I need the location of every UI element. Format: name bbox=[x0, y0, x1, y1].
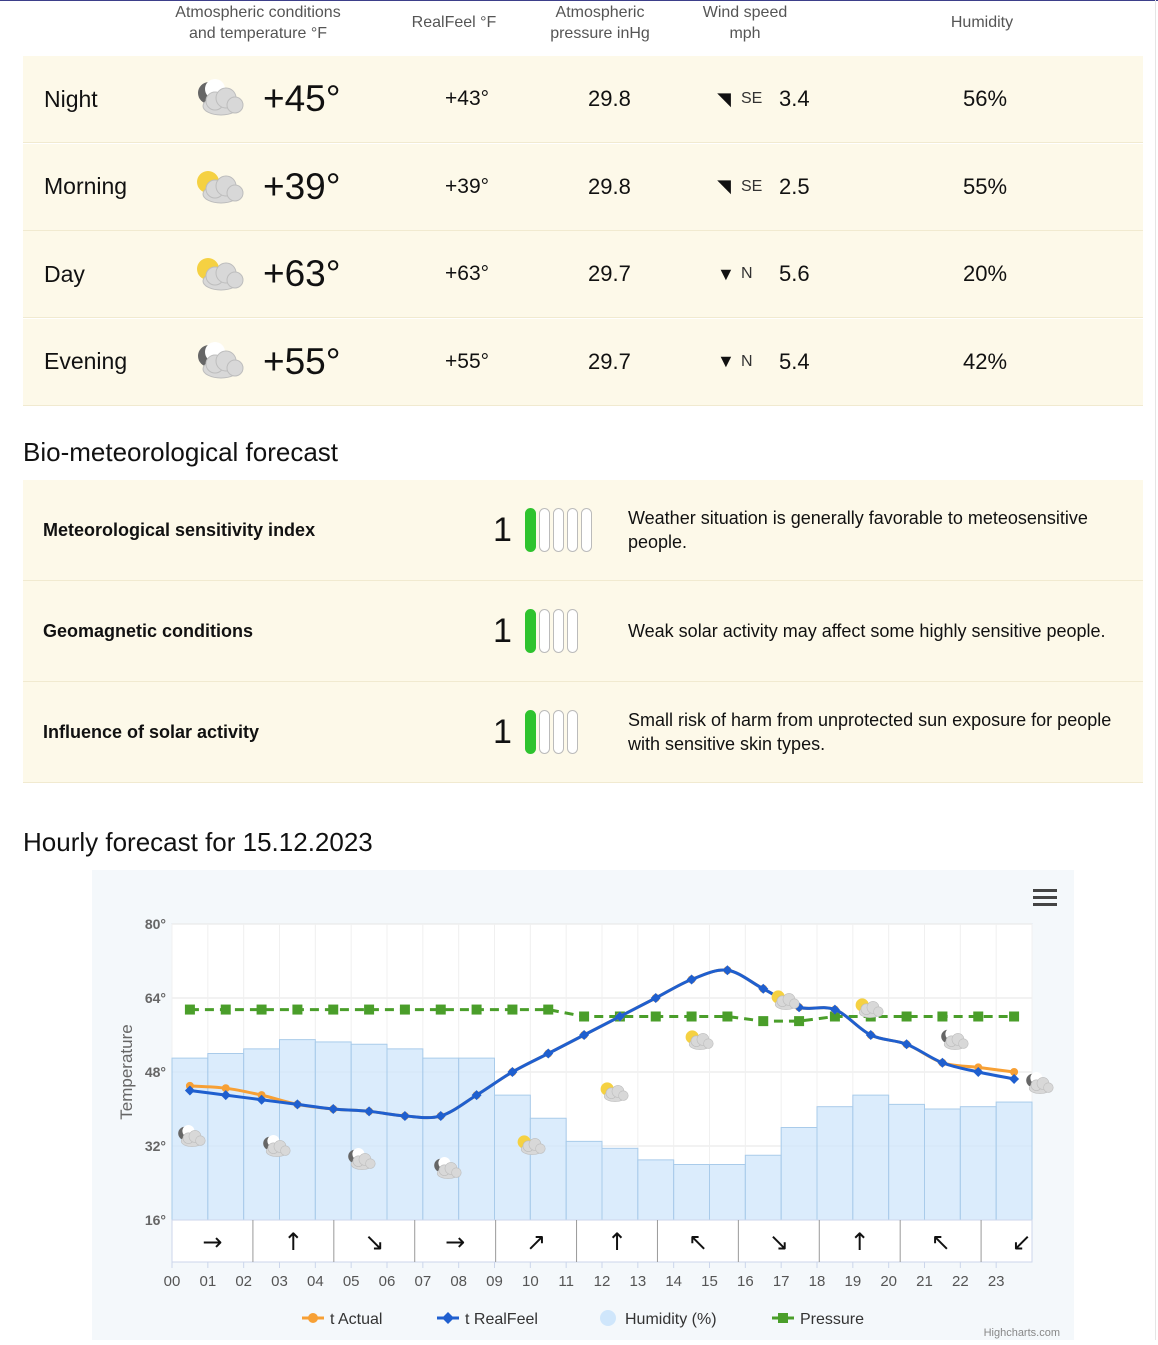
x-tick-label: 19 bbox=[844, 1273, 862, 1290]
humidity-bar bbox=[925, 1109, 961, 1220]
hourly-title: Hourly forecast for 15.12.2023 bbox=[23, 827, 373, 857]
period-pressure: 29.7 bbox=[588, 348, 631, 374]
period-row bbox=[23, 144, 1143, 231]
period-wind-dir: ▼ N bbox=[717, 263, 753, 284]
sun-cloud-icon bbox=[191, 144, 251, 230]
period-temp: +55° bbox=[263, 340, 341, 382]
header-wind: Wind speed mph bbox=[702, 4, 788, 42]
pressure-point bbox=[651, 1012, 661, 1022]
legend-label: t RealFeel bbox=[465, 1311, 538, 1328]
bio-description: Small risk of harm from unprotected sun exposure for people with sensitive skin types. bbox=[628, 710, 1112, 754]
wind-arrow-icon: ↑ bbox=[606, 1228, 628, 1256]
pressure-point bbox=[328, 1005, 338, 1015]
legend-marker bbox=[442, 1312, 454, 1324]
humidity-bar bbox=[674, 1165, 710, 1221]
x-tick-label: 22 bbox=[951, 1273, 969, 1290]
pressure-point bbox=[973, 1012, 983, 1022]
humidity-bar bbox=[208, 1054, 244, 1221]
header-conditions: Atmospheric conditions and temperature °F bbox=[175, 4, 341, 42]
sun-cloud-icon bbox=[191, 231, 251, 317]
x-tick-label: 11 bbox=[558, 1273, 574, 1290]
period-row bbox=[23, 56, 1143, 143]
bio-row bbox=[23, 581, 1143, 682]
wind-arrow-icon: ↗ bbox=[526, 1228, 547, 1256]
period-name: Day bbox=[44, 260, 85, 287]
legend-marker bbox=[778, 1313, 788, 1323]
wind-arrow-icon: ↖ bbox=[930, 1228, 951, 1256]
hourly-chart-svg bbox=[92, 870, 1074, 1340]
bio-label: Geomagnetic conditions bbox=[43, 620, 254, 641]
period-name: Morning bbox=[44, 173, 128, 199]
wind-arrow-icon: ↖ bbox=[687, 1228, 708, 1256]
x-tick-label: 14 bbox=[665, 1273, 683, 1290]
wind-arrow-icon: → bbox=[202, 1228, 223, 1256]
humidity-bar bbox=[459, 1058, 495, 1220]
moon-cloud-icon bbox=[191, 56, 251, 142]
chart-menu-button[interactable] bbox=[1033, 889, 1057, 906]
moon-cloud-icon bbox=[191, 319, 251, 405]
pressure-point bbox=[507, 1005, 517, 1015]
level-bar bbox=[539, 609, 550, 653]
period-humidity: 55% bbox=[963, 173, 1008, 199]
pressure-point bbox=[185, 1005, 195, 1015]
pressure-point bbox=[937, 1012, 947, 1022]
level-bar bbox=[525, 710, 536, 754]
menu-icon-bar bbox=[1033, 889, 1057, 892]
x-tick-label: 06 bbox=[378, 1273, 396, 1290]
humidity-bar bbox=[996, 1102, 1032, 1220]
period-name: Night bbox=[44, 85, 98, 112]
pressure-point bbox=[472, 1005, 482, 1015]
x-tick-label: 12 bbox=[593, 1273, 611, 1290]
menu-icon-bar bbox=[1033, 903, 1057, 906]
pressure-point bbox=[221, 1005, 231, 1015]
pressure-point bbox=[722, 1012, 732, 1022]
pressure-point bbox=[758, 1016, 768, 1026]
bio-value: 1 bbox=[493, 510, 512, 549]
humidity-bar bbox=[853, 1095, 889, 1220]
wind-arrow-icon: → bbox=[445, 1228, 466, 1256]
wind-arrow-icon: ↙ bbox=[1011, 1228, 1032, 1256]
y-axis-label: Temperature bbox=[117, 1024, 136, 1120]
period-wind-speed: 5.6 bbox=[779, 261, 810, 286]
period-humidity: 20% bbox=[963, 261, 1008, 286]
wind-arrow-icon: ↑ bbox=[283, 1228, 304, 1256]
humidity-bar bbox=[423, 1058, 459, 1220]
pressure-point bbox=[543, 1005, 553, 1015]
level-bar bbox=[539, 710, 550, 754]
period-realfeel: +63° bbox=[445, 262, 490, 285]
humidity-bar bbox=[315, 1042, 351, 1220]
header-pressure: Atmospheric pressure inHg bbox=[550, 4, 650, 42]
bio-level-bars bbox=[525, 609, 578, 653]
humidity-bar bbox=[280, 1040, 316, 1220]
period-humidity: 42% bbox=[963, 348, 1008, 374]
period-temp: +39° bbox=[263, 165, 341, 207]
level-bar bbox=[525, 508, 536, 552]
pressure-point bbox=[257, 1005, 267, 1015]
pressure-point bbox=[902, 1012, 912, 1022]
y-tick-label: 16° bbox=[144, 1212, 166, 1228]
bio-row bbox=[23, 682, 1143, 783]
x-tick-label: 21 bbox=[916, 1273, 933, 1290]
pressure-point bbox=[1009, 1012, 1019, 1022]
level-bar bbox=[567, 508, 578, 552]
bio-label: Meteorological sensitivity index bbox=[43, 519, 316, 540]
pressure-point bbox=[579, 1012, 589, 1022]
wind-arrow-icon: ↘ bbox=[364, 1228, 385, 1256]
wind-arrow-icon: ◥ bbox=[717, 88, 731, 109]
period-wind-dir: ▼ N bbox=[717, 351, 753, 371]
wind-arrow-icon: ↘ bbox=[768, 1228, 789, 1256]
x-tick-label: 00 bbox=[163, 1273, 181, 1290]
period-wind-speed: 2.5 bbox=[779, 173, 810, 199]
y-tick-label: 64° bbox=[144, 990, 166, 1006]
x-tick-label: 16 bbox=[736, 1273, 754, 1290]
x-tick-label: 18 bbox=[808, 1273, 826, 1290]
legend-marker bbox=[600, 1310, 616, 1326]
level-bar bbox=[539, 508, 550, 552]
humidity-bar bbox=[566, 1141, 602, 1220]
level-bar bbox=[567, 710, 578, 754]
period-pressure: 29.7 bbox=[588, 261, 631, 286]
humidity-bar bbox=[745, 1155, 781, 1220]
x-tick-label: 03 bbox=[271, 1273, 288, 1290]
wind-arrow-icon: ▼ bbox=[717, 263, 735, 284]
level-bar bbox=[581, 508, 592, 552]
x-tick-label: 07 bbox=[414, 1273, 432, 1290]
humidity-bar bbox=[781, 1128, 817, 1221]
pressure-point bbox=[364, 1005, 374, 1015]
level-bar bbox=[525, 609, 536, 653]
period-humidity: 56% bbox=[963, 86, 1008, 111]
hourly-chart bbox=[92, 870, 1074, 1340]
humidity-bar bbox=[960, 1107, 996, 1220]
pressure-point bbox=[292, 1005, 302, 1015]
period-wind-dir: ◥ SE bbox=[717, 176, 763, 196]
period-wind-speed: 3.4 bbox=[779, 86, 810, 111]
bio-label: Influence of solar activity bbox=[43, 721, 260, 742]
level-bar bbox=[553, 710, 564, 754]
x-tick-label: 04 bbox=[306, 1273, 324, 1290]
humidity-bar bbox=[602, 1148, 638, 1220]
x-tick-label: 23 bbox=[987, 1273, 1005, 1290]
level-bar bbox=[567, 609, 578, 653]
x-tick-label: 08 bbox=[450, 1273, 468, 1290]
top-border bbox=[0, 0, 1158, 1]
period-realfeel: +43° bbox=[445, 87, 490, 110]
pressure-point bbox=[400, 1005, 410, 1015]
period-pressure: 29.8 bbox=[588, 173, 631, 199]
bio-value: 1 bbox=[493, 712, 512, 751]
period-realfeel: +55° bbox=[445, 349, 490, 373]
header-humidity: Humidity bbox=[950, 14, 1014, 31]
humidity-bar bbox=[638, 1160, 674, 1220]
menu-icon-bar bbox=[1033, 896, 1057, 899]
x-tick-label: 15 bbox=[701, 1273, 718, 1290]
wind-arrow-icon: ▼ bbox=[717, 351, 735, 371]
period-temp: +45° bbox=[263, 78, 341, 119]
bio-level-bars bbox=[525, 508, 592, 552]
wind-arrow-icon: ↑ bbox=[849, 1228, 870, 1256]
moon-cloud-icon bbox=[1026, 1072, 1053, 1094]
bio-value: 1 bbox=[493, 611, 512, 650]
humidity-bar bbox=[530, 1118, 566, 1220]
humidity-bar bbox=[244, 1049, 280, 1220]
period-name: Evening bbox=[44, 348, 128, 374]
period-wind-dir: ◥ SE bbox=[717, 88, 763, 109]
humidity-bar bbox=[387, 1049, 423, 1220]
x-tick-label: 09 bbox=[486, 1273, 503, 1290]
period-temp: +63° bbox=[263, 253, 341, 294]
humidity-bar bbox=[495, 1095, 531, 1220]
period-wind-speed: 5.4 bbox=[779, 348, 810, 374]
pressure-point bbox=[436, 1005, 446, 1015]
bio-title: Bio-meteorological forecast bbox=[23, 437, 339, 467]
humidity-bar bbox=[817, 1107, 853, 1220]
legend-label: Pressure bbox=[800, 1311, 865, 1328]
x-tick-label: 13 bbox=[629, 1273, 647, 1290]
period-pressure: 29.8 bbox=[588, 86, 631, 111]
humidity-bar bbox=[351, 1044, 387, 1220]
x-tick-label: 01 bbox=[199, 1273, 217, 1290]
x-tick-label: 20 bbox=[880, 1273, 898, 1290]
legend-label: t Actual bbox=[330, 1311, 383, 1328]
y-tick-label: 48° bbox=[144, 1064, 166, 1080]
level-bar bbox=[553, 609, 564, 653]
highcharts-credit: Highcharts.com bbox=[983, 1327, 1060, 1339]
x-tick-label: 02 bbox=[235, 1273, 253, 1290]
header-realfeel: RealFeel °F bbox=[411, 14, 497, 31]
period-row bbox=[23, 231, 1143, 318]
legend-label: Humidity (%) bbox=[625, 1311, 717, 1328]
pressure-point bbox=[794, 1016, 804, 1026]
bio-row bbox=[23, 480, 1143, 581]
bio-description: Weak solar activity may affect some highly sensitive people. bbox=[628, 621, 1106, 641]
humidity-bar bbox=[710, 1165, 746, 1221]
right-border bbox=[1155, 0, 1156, 1340]
period-realfeel: +39° bbox=[445, 174, 490, 198]
bio-level-bars bbox=[525, 710, 578, 754]
period-row bbox=[23, 319, 1143, 406]
pressure-point bbox=[687, 1012, 697, 1022]
level-bar bbox=[553, 508, 564, 552]
bio-description: Weather situation is generally favorable to meteosensitive people. bbox=[628, 508, 1088, 552]
y-tick-label: 80° bbox=[144, 916, 166, 932]
y-tick-label: 32° bbox=[144, 1138, 166, 1154]
legend-marker bbox=[308, 1313, 318, 1323]
humidity-bar bbox=[889, 1104, 925, 1220]
wind-arrow-icon: ◥ bbox=[717, 176, 731, 196]
x-tick-label: 10 bbox=[521, 1273, 539, 1290]
x-tick-label: 17 bbox=[772, 1273, 790, 1290]
x-tick-label: 05 bbox=[342, 1273, 360, 1290]
